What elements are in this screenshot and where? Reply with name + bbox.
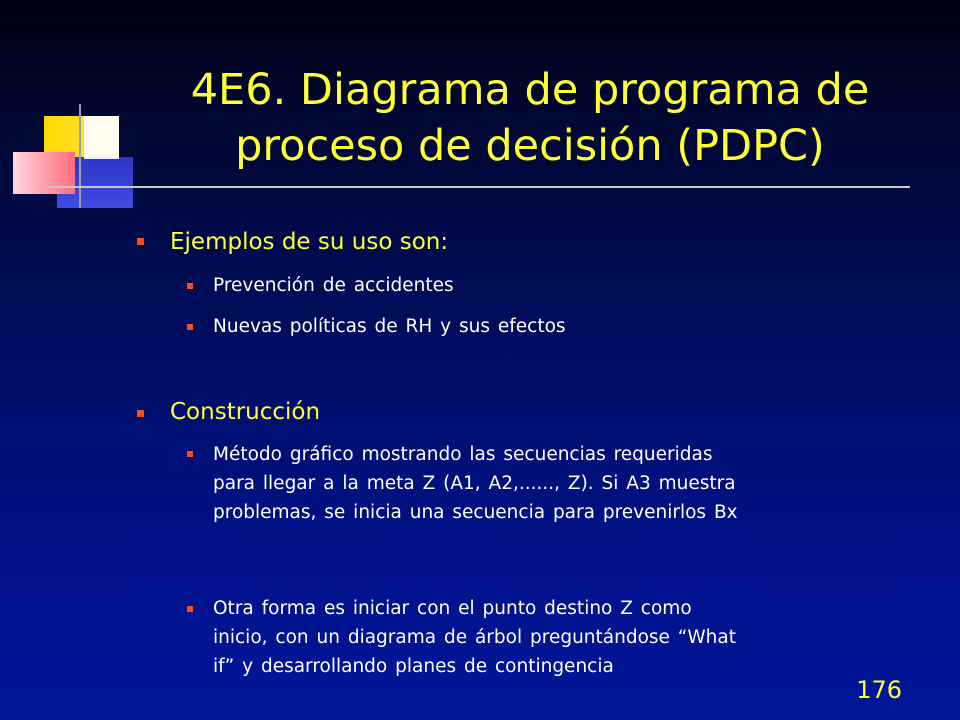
sub-bullet-marker xyxy=(187,324,193,330)
paragraph-line: Otra forma es iniciar con el punto destino Z como xyxy=(213,598,692,619)
page-number: 176 xyxy=(856,676,902,704)
sub-bullet-marker xyxy=(187,606,193,612)
paragraph-line: Método gráfico mostrando las secuencias requeridas xyxy=(213,444,713,465)
title-divider-line xyxy=(47,186,910,188)
list-item: Nuevas políticas de RH y sus efectos xyxy=(213,316,566,337)
bullet-marker xyxy=(137,238,144,245)
decorative-white-square xyxy=(84,116,119,159)
list-item: Prevención de accidentes xyxy=(213,275,454,296)
paragraph-line: problemas, se inicia una secuencia para prevenirlos Bx xyxy=(213,502,738,523)
sub-bullet-marker xyxy=(187,283,193,289)
slide-title xyxy=(150,62,910,174)
section-heading-construction: Construcción xyxy=(170,399,321,425)
bullet-marker xyxy=(137,410,144,417)
list-item-paragraph xyxy=(213,440,933,527)
paragraph-line: if” y desarrollando planes de contingencia xyxy=(213,656,614,677)
title-line-1: 4E6. Diagrama de programa de xyxy=(190,65,870,115)
list-item-paragraph xyxy=(213,594,933,681)
paragraph-line: inicio, con un diagrama de árbol preguntándose “What xyxy=(213,627,736,648)
paragraph-line: para llegar a la meta Z (A1, A2,......, Z). Si A3 muestra xyxy=(213,473,736,494)
sub-bullet-marker xyxy=(187,451,193,457)
section-heading-examples: Ejemplos de su uso son: xyxy=(170,229,449,255)
decorative-vertical-line xyxy=(79,104,81,208)
title-line-2: proceso de decisión (PDPC) xyxy=(235,121,825,171)
